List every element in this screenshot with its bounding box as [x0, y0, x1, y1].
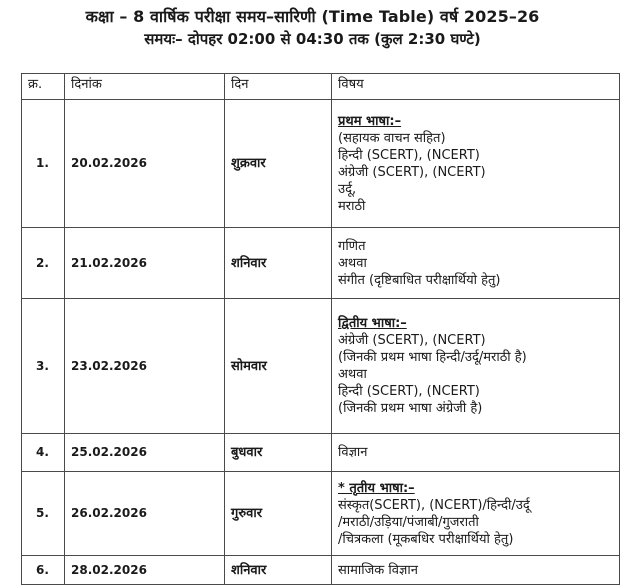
day-cell: शनिवार — [225, 556, 332, 585]
day-cell: बुधवार — [225, 434, 332, 472]
date-cell: 26.02.2026 — [65, 472, 225, 556]
subject-line: मराठी — [338, 198, 366, 214]
subject-line: हिन्दी (SCERT), (NCERT) — [338, 384, 480, 399]
table-row — [22, 472, 620, 556]
table-row — [22, 556, 620, 585]
serial-cell: 3. — [22, 299, 65, 434]
date-cell: 23.02.2026 — [65, 299, 225, 434]
subject-heading: प्रथम भाषा:– — [338, 113, 402, 129]
subject-heading: द्वितीय भाषा:– — [338, 316, 407, 331]
subject-line: संस्कृत(SCERT), (NCERT)/हिन्दी/उर्दू — [338, 497, 530, 513]
subject-cell — [332, 299, 620, 434]
subject-line: /मराठी/उड़िया/पंजाबी/गुजराती — [338, 514, 479, 530]
subject-line: /चित्रकला (मूकबधिर परीक्षार्थियो हेतु) — [338, 531, 514, 547]
subject-line: (जिनकी प्रथम भाषा अंग्रेजी है) — [338, 401, 483, 416]
subject-line: सामाजिक विज्ञान — [338, 562, 418, 578]
day-cell: गुरुवार — [225, 472, 332, 556]
date-cell: 21.02.2026 — [65, 228, 225, 299]
serial-cell: 1. — [22, 100, 65, 228]
column-header-date: दिनांक — [65, 74, 225, 100]
day-cell: शनिवार — [225, 228, 332, 299]
date-cell: 25.02.2026 — [65, 434, 225, 472]
table-row — [22, 299, 620, 434]
serial-cell: 5. — [22, 472, 65, 556]
subject-cell — [332, 556, 620, 585]
serial-cell: 4. — [22, 434, 65, 472]
table-row — [22, 228, 620, 299]
date-cell: 28.02.2026 — [65, 556, 225, 585]
subject-cell — [332, 434, 620, 472]
serial-cell: 2. — [22, 228, 65, 299]
column-header-day: दिन — [225, 74, 332, 100]
subject-line: अंग्रेजी (SCERT), (NCERT) — [338, 333, 486, 348]
subject-cell — [332, 228, 620, 299]
subject-cell — [332, 472, 620, 556]
subject-line: हिन्दी (SCERT), (NCERT) — [338, 147, 480, 163]
subject-line: (जिनकी प्रथम भाषा हिन्दी/उर्दू/मराठी है) — [338, 350, 527, 365]
timetable — [21, 73, 620, 585]
table-row — [22, 434, 620, 472]
day-cell: सोमवार — [225, 299, 332, 434]
table-row — [22, 100, 620, 228]
date-cell: 20.02.2026 — [65, 100, 225, 228]
day-cell: शुक्रवार — [225, 100, 332, 228]
subject-line: विज्ञान — [338, 445, 368, 460]
subject-line: (सहायक वाचन सहित) — [338, 130, 446, 146]
subject-line: अथवा — [338, 367, 367, 382]
subject-line: गणित — [338, 238, 366, 254]
document-header — [0, 6, 625, 50]
subject-cell — [332, 100, 620, 228]
subject-line: अंग्रेजी (SCERT), (NCERT) — [338, 164, 486, 180]
subject-heading: * तृतीय भाषा:– — [338, 480, 415, 496]
subject-line: अथवा — [338, 255, 367, 271]
column-header-serial: क्र. — [22, 74, 65, 100]
exam-time: समयः– दोपहर 02:00 से 04:30 तक (कुल 2:30 घण्टे) — [144, 30, 481, 48]
timetable-title: कक्षा – 8 वार्षिक परीक्षा समय–सारिणी (Time Table) वर्ष 2025–26 — [85, 7, 540, 26]
table-header-row — [22, 74, 620, 100]
column-header-subject: विषय — [332, 74, 620, 100]
serial-cell: 6. — [22, 556, 65, 585]
subject-line: संगीत (दृष्टिबाधित परीक्षार्थियो हेतु) — [338, 272, 501, 288]
subject-line: उर्दू, — [338, 181, 357, 197]
